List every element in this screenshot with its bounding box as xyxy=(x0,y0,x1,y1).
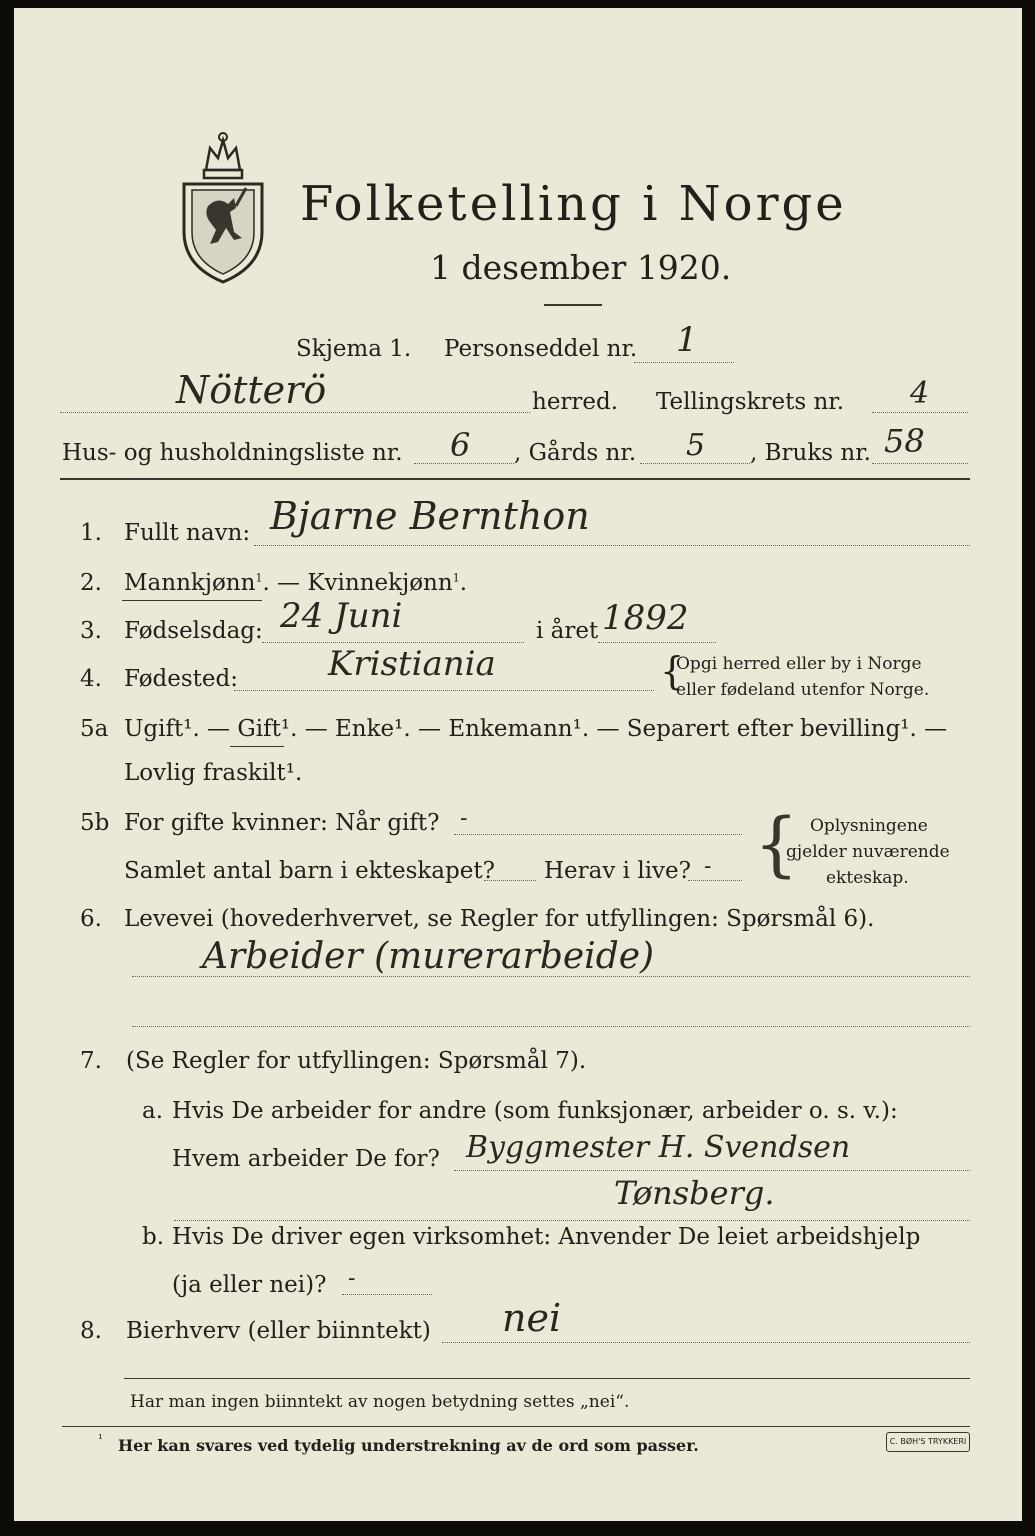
employer-location-value: Tønsberg. xyxy=(614,1174,775,1212)
q8-number: 8. xyxy=(80,1318,102,1344)
hus-value: 6 xyxy=(450,426,471,464)
alive-value: - xyxy=(704,854,712,879)
printer-stamp: C. BØH'S TRYKKERI xyxy=(886,1432,970,1452)
marriage-note-1: Oplysningene xyxy=(810,816,928,836)
secondary-income-line xyxy=(442,1342,970,1343)
children-label: Samlet antal barn i ekteskapet? xyxy=(124,858,495,884)
footnote-mark: ¹ xyxy=(98,1432,103,1446)
q7-label: (Se Regler for utfyllingen: Spørsmål 7). xyxy=(126,1048,587,1074)
footnote-text: Her kan svares ved tydelig understrekning av de ord som passer. xyxy=(118,1436,699,1455)
year-line xyxy=(598,642,716,643)
birth-year-value: 1892 xyxy=(602,598,689,638)
q2-number: 2. xyxy=(80,570,102,596)
gift-underline xyxy=(230,746,284,747)
q7b-line-2: (ja eller nei)? xyxy=(172,1272,327,1298)
bruks-label: , Bruks nr. xyxy=(750,440,871,466)
header-rule xyxy=(60,478,970,480)
census-form-page xyxy=(14,8,1022,1521)
married-when-line xyxy=(454,834,742,835)
marriage-note-2: gjelder nuværende xyxy=(786,842,950,862)
occupation-line-2 xyxy=(132,1026,970,1027)
tellingskrets-label: Tellingskrets nr. xyxy=(656,389,845,415)
personseddel-label: Personseddel nr. xyxy=(444,336,638,362)
year-label: i året xyxy=(536,618,599,644)
employer-line-2 xyxy=(174,1220,970,1221)
male-option[interactable]: Mannkjønn xyxy=(124,570,256,596)
q6-label: Levevei (hovederhvervet, se Regler for utfyllingen: Spørsmål 6). xyxy=(124,906,875,932)
birthplace-brace: { xyxy=(660,649,685,693)
tellingskrets-value: 4 xyxy=(910,376,930,411)
herred-line xyxy=(60,412,530,413)
gards-line xyxy=(640,463,750,464)
hired-help-value: - xyxy=(348,1266,356,1291)
q7b-letter: b. xyxy=(142,1224,165,1250)
female-option[interactable]: Kvinnekjønn xyxy=(307,570,453,596)
bruks-value: 58 xyxy=(884,422,925,460)
birthplace-value: Kristiania xyxy=(328,644,496,684)
form-title: Folketelling i Norge xyxy=(300,176,847,232)
gards-value: 5 xyxy=(686,428,706,463)
q8-label: Bierhverv (eller biinntekt) xyxy=(126,1318,431,1344)
q4-number: 4. xyxy=(80,666,102,692)
q7a-letter: a. xyxy=(142,1098,164,1124)
census-date: 1 desember 1920. xyxy=(430,248,732,287)
q1-line xyxy=(254,545,970,546)
employer-line-1 xyxy=(454,1170,970,1171)
norway-coat-of-arms-icon xyxy=(180,128,266,288)
marital-status-line-2: Lovlig fraskilt¹. xyxy=(124,760,303,786)
q5b-number: 5b xyxy=(80,810,110,836)
skjema-label: Skjema 1. xyxy=(296,336,412,362)
married-women-label: For gifte kvinner: Når gift? xyxy=(124,810,440,836)
birthday-value: 24 Juni xyxy=(280,596,403,636)
q2-options: Mannkjønn$^1$. — Kvinnekjønn$^1$. xyxy=(124,570,467,596)
secondary-income-value: nei xyxy=(502,1296,562,1340)
q5a-number: 5a xyxy=(80,716,109,742)
q3-number: 3. xyxy=(80,618,102,644)
marital-status-options: Ugift¹. — Gift¹. — Enke¹. — Enkemann¹. — Separert efter bevilling¹. — xyxy=(124,716,948,742)
alive-line xyxy=(688,880,742,881)
tellingskrets-line xyxy=(872,412,968,413)
q1-label: Fullt navn: xyxy=(124,520,251,546)
q6-number: 6. xyxy=(80,906,102,932)
marriage-note-3: ekteskap. xyxy=(826,868,909,888)
q7b-line-1: Hvis De driver egen virksomhet: Anvender De leiet arbeidshjelp xyxy=(172,1224,921,1250)
birthplace-line xyxy=(234,690,654,691)
q7-number: 7. xyxy=(80,1048,102,1074)
footnote-rule xyxy=(62,1426,970,1427)
bruks-line xyxy=(872,463,968,464)
footer-note: Har man ingen biinntekt av nogen betydning settes „nei“. xyxy=(130,1392,630,1412)
q7a-line-2: Hvem arbeider De for? xyxy=(172,1146,440,1172)
birthplace-note-1: Opgi herred eller by i Norge xyxy=(676,654,922,674)
hired-help-line xyxy=(342,1294,432,1295)
birthplace-note-2: eller fødeland utenfor Norge. xyxy=(676,680,930,700)
birthday-line xyxy=(262,642,524,643)
q7a-line-1: Hvis De arbeider for andre (som funksjonær, arbeider o. s. v.): xyxy=(172,1098,898,1124)
hus-label: Hus- og husholdningsliste nr. xyxy=(62,440,403,466)
title-divider xyxy=(544,304,602,306)
herred-value: Nötterö xyxy=(176,368,327,412)
gards-label: , Gårds nr. xyxy=(514,440,637,466)
q4-label: Fødested: xyxy=(124,666,239,692)
male-underline xyxy=(122,600,262,601)
alive-label: Herav i live? xyxy=(544,858,691,884)
occupation-value: Arbeider (murerarbeide) xyxy=(202,936,655,977)
personseddel-line xyxy=(634,362,734,363)
marriage-brace: { xyxy=(754,803,799,885)
children-line xyxy=(484,880,536,881)
q3-label: Fødselsdag: xyxy=(124,618,263,644)
footer-rule xyxy=(124,1378,970,1379)
married-when-value: - xyxy=(460,806,468,831)
full-name-value: Bjarne Bernthon xyxy=(270,494,590,538)
employer-value: Byggmester H. Svendsen xyxy=(466,1130,851,1165)
personseddel-value: 1 xyxy=(676,320,698,360)
q1-number: 1. xyxy=(80,520,102,546)
herred-label: herred. xyxy=(532,389,619,415)
